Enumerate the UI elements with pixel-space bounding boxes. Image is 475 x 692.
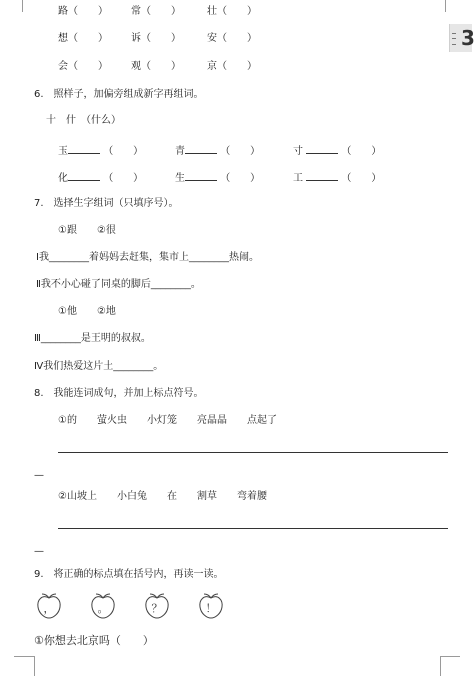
q6-item: 化 （ ）: [58, 170, 143, 185]
question-7-sentence-3: Ⅲ________是王明的叔叔。: [34, 333, 151, 344]
question-6-example: 十 什 （什么）: [46, 115, 121, 126]
question-8-item-1: ①的 萤火虫 小灯笼 亮晶晶 点起了: [58, 415, 277, 426]
q6-item: 青 （ ）: [175, 143, 260, 158]
peach-icon: [196, 592, 226, 620]
char-item: 壮（ ）: [207, 6, 257, 17]
char-item: 诉（ ）: [131, 33, 181, 44]
answer-blank[interactable]: [68, 170, 100, 181]
peach-icon: [142, 592, 172, 620]
question-8-title: 8. 我能连词成句，并加上标点符号。: [34, 388, 204, 399]
peach-punct: ？: [151, 602, 163, 615]
answer-blank[interactable]: [185, 170, 217, 181]
question-9-item-1: ①你想去北京吗（ ）: [34, 634, 154, 647]
corner-mark-bottom-right-h: [440, 656, 460, 657]
question-7-sentence-1: Ⅰ我________着妈妈去赶集，集市上________热闹。: [36, 252, 259, 263]
question-9-title: 9. 将正确的标点填在括号内，再读一读。: [34, 569, 224, 580]
char-item: 安（ ）: [207, 33, 257, 44]
question-8-item-2: ②山坡上 小白兔 在 割草 弯着腰: [58, 491, 267, 502]
answer-blank[interactable]: [306, 143, 338, 154]
char-item: 京（ ）: [207, 61, 257, 72]
char-item: 想（ ）: [58, 33, 108, 44]
q6-item: 寸 （ ）: [293, 143, 381, 158]
page-number: 3: [461, 26, 475, 50]
peach-icon: [34, 592, 64, 620]
question-7-title: 7. 选择生字组词（只填序号）。: [34, 198, 179, 209]
char-item: 路（ ）: [58, 6, 108, 17]
q6-item: 玉 （ ）: [58, 143, 143, 158]
peach-punct: ，: [43, 602, 55, 615]
corner-mark-top-left-v: [22, 0, 23, 12]
q6-item: 生 （ ）: [175, 170, 260, 185]
char-item: 常（ ）: [131, 6, 181, 17]
answer-line[interactable]: [58, 528, 448, 529]
char-item: 观（ ）: [131, 61, 181, 72]
answer-line-tail: —: [34, 470, 44, 481]
answer-line-tail: —: [34, 546, 44, 557]
page-side-tab[interactable]: [449, 24, 475, 52]
corner-mark-bottom-left-v: [34, 656, 35, 676]
q6-item: 工 （ ）: [293, 170, 381, 185]
question-7-sentence-4: Ⅳ我们热爱这片土________。: [34, 361, 164, 372]
peach-punct: 。: [97, 602, 109, 615]
question-7-options-2: ①他 ②地: [58, 306, 116, 317]
answer-line[interactable]: [58, 452, 448, 453]
corner-mark-top-right-v: [445, 0, 446, 12]
corner-mark-bottom-left-h: [14, 656, 34, 657]
corner-mark-bottom-right-v: [440, 656, 441, 676]
question-7-options-1: ①跟 ②很: [58, 225, 116, 236]
char-item: 会（ ）: [58, 61, 108, 72]
peach-punct: ！: [205, 602, 217, 615]
question-6-title: 6. 照样子，加偏旁组成新字再组词。: [34, 89, 204, 100]
answer-blank[interactable]: [306, 170, 338, 181]
menu-icon[interactable]: [452, 33, 456, 45]
answer-blank[interactable]: [68, 143, 100, 154]
answer-blank[interactable]: [185, 143, 217, 154]
peach-icon: [88, 592, 118, 620]
question-7-sentence-2: Ⅱ我不小心碰了同桌的脚后________。: [36, 279, 201, 290]
